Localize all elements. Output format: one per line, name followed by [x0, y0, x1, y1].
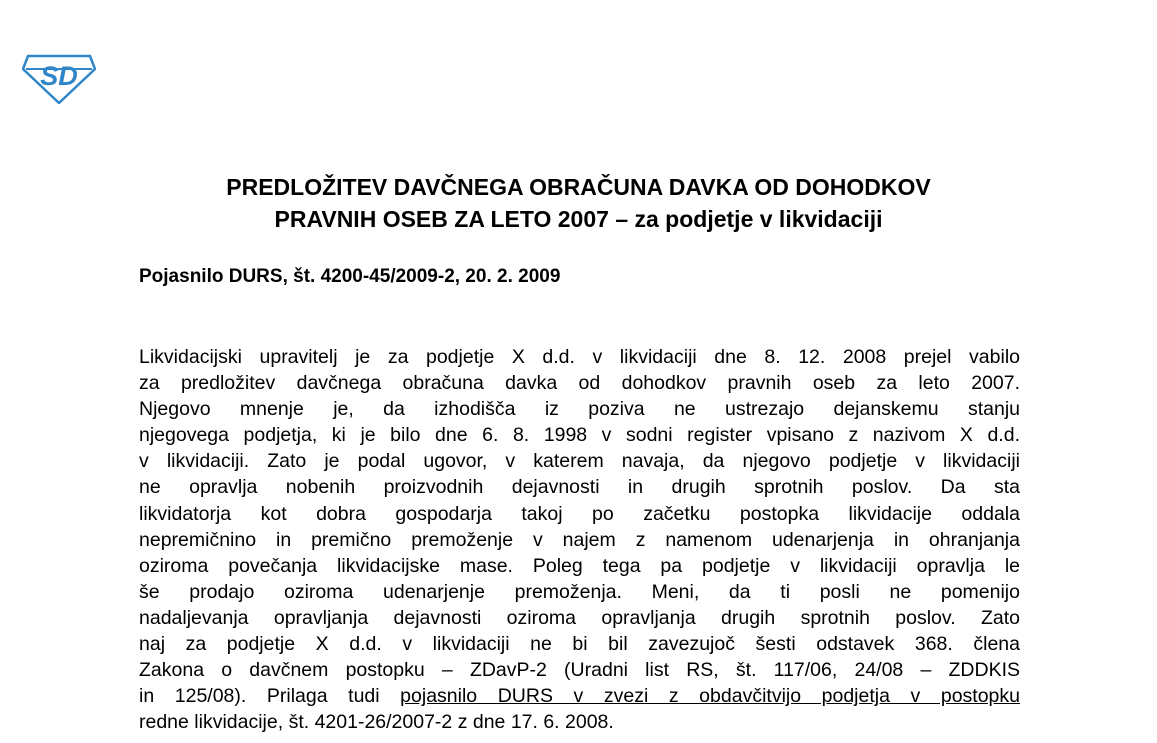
body-line: [139, 683, 1020, 709]
body-line: naj za podjetje X d.d. v likvidaciji ne bi bil zavezujoč šesti odstavek 368. člena: [139, 633, 1020, 656]
body-line: njegovega podjetja, ki je bilo dne 6. 8. 1998 v sodni register vpisano z nazivom X d.d.: [139, 424, 1020, 447]
body-line: ne opravlja nobenih proizvodnih dejavnosti in drugih sprotnih poslov. Da sta: [139, 476, 1020, 499]
body-line: za predložitev davčnega obračuna davka od dohodkov pravnih oseb za leto 2007.: [139, 372, 1020, 395]
body-line: nepremičnino in premično premoženje v najem z namenom udenarjenja in ohranjanja: [139, 528, 1020, 551]
title-line-2: PRAVNIH OSEB ZA LETO 2007 – za podjetje v likvidaciji: [274, 206, 883, 232]
logo-lettering: SD: [40, 61, 78, 91]
document-title: [100, 171, 1057, 235]
body-line: še prodajo oziroma udenarjenje premoženja. Meni, da ti posli ne pomenijo: [139, 580, 1020, 603]
durs-reference-link[interactable]: pojasnilo DURS v zvezi z obdavčitvijo podjetja v postopku: [400, 685, 1020, 708]
company-logo-icon: [22, 52, 96, 104]
title-line-1: PREDLOŽITEV DAVČNEGA OBRAČUNA DAVKA OD DOHODKOV: [226, 174, 931, 200]
body-line-text: in 125/08). Prilaga tudi: [139, 685, 401, 708]
body-line: v likvidaciji. Zato je podal ugovor, v katerem navaja, da njegovo podjetje v likvidaciji: [139, 450, 1020, 473]
body-line: redne likvidacije, št. 4201-26/2007-2 z dne 17. 6. 2008.: [139, 711, 614, 734]
body-line: Zakona o davčnem postopku – ZDavP-2 (Uradni list RS, št. 117/06, 24/08 – ZDDKIS: [139, 659, 1020, 682]
body-paragraph: [139, 344, 1020, 735]
body-line: likvidatorja kot dobra gospodarja takoj po začetku postopka likvidacije oddala: [139, 502, 1020, 525]
body-line: oziroma povečanja likvidacijske mase. Poleg tega pa podjetje v likvidaciji opravlja le: [139, 554, 1020, 577]
body-line: Likvidacijski upravitelj je za podjetje X d.d. v likvidaciji dne 8. 12. 2008 prejel vabilo: [139, 346, 1020, 368]
body-line: nadaljevanja opravljanja dejavnosti oziroma opravljanja drugih sprotnih poslov. Zato: [139, 606, 1020, 629]
body-line: Njegovo mnenje je, da izhodišča iz poziva ne ustrezajo dejanskemu stanju: [139, 398, 1020, 421]
document-subtitle: Pojasnilo DURS, št. 4200-45/2009-2, 20. 2. 2009: [139, 266, 561, 287]
